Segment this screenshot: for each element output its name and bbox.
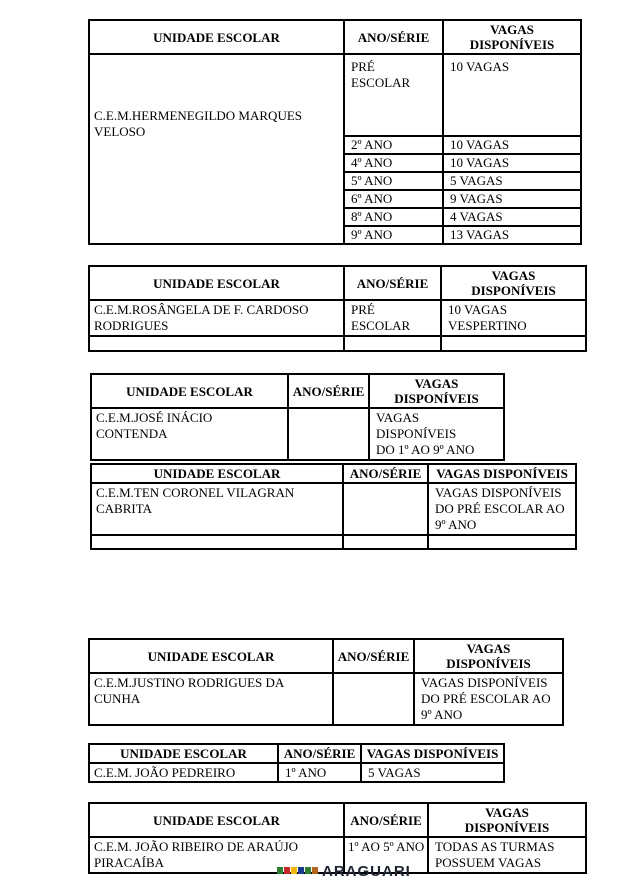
vagas-cell: 5 VAGAS	[361, 763, 504, 782]
table-row	[91, 483, 576, 535]
logo-color-square	[291, 867, 297, 874]
empty-cell	[91, 535, 343, 549]
vagas-cell: 10 VAGAS	[443, 54, 581, 136]
table-header-row	[89, 639, 563, 673]
table-header-row	[89, 744, 504, 763]
table-row	[89, 673, 563, 725]
header-cell-ano: ANO/SÉRIE	[333, 639, 414, 673]
logo-color-square	[298, 867, 304, 874]
table-header-row	[89, 803, 586, 837]
header-cell-unidade: UNIDADE ESCOLAR	[91, 374, 288, 408]
vagas-cell: 10 VAGAS	[443, 154, 581, 172]
vagas-cell: VAGAS DISPONÍVEIS DO PRÉ ESCOLAR AO 9º ANO	[414, 673, 563, 725]
header-cell-unidade: UNIDADE ESCOLAR	[91, 464, 343, 483]
school-name-cell: C.E.M.HERMENEGILDO MARQUES VELOSO	[89, 54, 344, 244]
vagas-cell: 4 VAGAS	[443, 208, 581, 226]
empty-cell	[343, 535, 428, 549]
ano-cell: PRÉ ESCOLAR	[344, 300, 441, 336]
vagas-cell: VAGAS DISPONÍVEIS DO 1º AO 9º ANO	[369, 408, 504, 460]
vagas-cell: 9 VAGAS	[443, 190, 581, 208]
table-header-row	[91, 374, 504, 408]
header-cell-ano: ANO/SÉRIE	[344, 20, 443, 54]
header-cell-ano: ANO/SÉRIE	[288, 374, 369, 408]
logo-color-square	[284, 867, 290, 874]
table-header-row	[89, 20, 581, 54]
header-cell-ano: ANO/SÉRIE	[344, 266, 441, 300]
logo-color-square	[305, 867, 311, 874]
header-cell-ano: ANO/SÉRIE	[278, 744, 361, 763]
ano-cell: 6º ANO	[344, 190, 443, 208]
header-cell-unidade: UNIDADE ESCOLAR	[89, 639, 333, 673]
city-logo	[277, 864, 411, 879]
vacancy-table-jose-inacio	[90, 373, 505, 461]
empty-cell	[89, 336, 344, 351]
table-row	[91, 408, 504, 460]
table-row	[89, 763, 504, 782]
table-row	[89, 300, 586, 336]
school-name-cell: C.E.M. JOÃO RIBEIRO DE ARAÚJO PIRACAÍBA	[89, 837, 344, 873]
header-cell-vagas: VAGAS DISPONÍVEIS	[441, 266, 586, 300]
empty-row	[91, 535, 576, 549]
empty-cell	[428, 535, 576, 549]
ano-cell: 1º AO 5º ANO	[344, 837, 428, 873]
vacancy-table-justino	[88, 638, 564, 726]
header-cell-vagas: VAGAS DISPONÍVEIS	[369, 374, 504, 408]
vagas-cell: 13 VAGAS	[443, 226, 581, 244]
header-cell-vagas: VAGAS DISPONÍVEIS	[443, 20, 581, 54]
header-cell-unidade: UNIDADE ESCOLAR	[89, 803, 344, 837]
header-cell-unidade: UNIDADE ESCOLAR	[89, 266, 344, 300]
ano-cell: 8º ANO	[344, 208, 443, 226]
table-row	[89, 54, 581, 136]
vacancy-table-hermenegildo	[88, 19, 582, 245]
ano-cell	[333, 673, 414, 725]
vacancy-table-joao-pedreiro	[88, 743, 505, 783]
school-name-cell: C.E.M.TEN CORONEL VILAGRAN CABRITA	[91, 483, 343, 535]
ano-cell: 1º ANO	[278, 763, 361, 782]
ano-cell: 2º ANO	[344, 136, 443, 154]
vagas-cell: 10 VAGAS	[443, 136, 581, 154]
school-name-cell: C.E.M.ROSÂNGELA DE F. CARDOSO RODRIGUES	[89, 300, 344, 336]
empty-row	[89, 336, 586, 351]
school-name-cell: C.E.M. JOÃO PEDREIRO	[89, 763, 278, 782]
vagas-cell: 5 VAGAS	[443, 172, 581, 190]
table-header-row	[89, 266, 586, 300]
ano-cell: 5º ANO	[344, 172, 443, 190]
vagas-cell: 10 VAGAS VESPERTINO	[441, 300, 586, 336]
school-name-cell: C.E.M.JOSÉ INÁCIO CONTENDA	[91, 408, 288, 460]
header-cell-ano: ANO/SÉRIE	[343, 464, 428, 483]
header-cell-vagas: VAGAS DISPONÍVEIS	[428, 803, 586, 837]
city-logo-squares	[277, 867, 318, 874]
city-logo-text: ARAGUARI	[322, 863, 411, 880]
vacancy-table-rosangela	[88, 265, 587, 352]
vagas-cell: TODAS AS TURMAS POSSUEM VAGAS	[428, 837, 586, 873]
header-cell-ano: ANO/SÉRIE	[344, 803, 428, 837]
header-cell-vagas: VAGAS DISPONÍVEIS	[414, 639, 563, 673]
school-name-cell: C.E.M.JUSTINO RODRIGUES DA CUNHA	[89, 673, 333, 725]
ano-cell: 9º ANO	[344, 226, 443, 244]
empty-cell	[441, 336, 586, 351]
vagas-cell: VAGAS DISPONÍVEIS DO PRÉ ESCOLAR AO 9º ANO	[428, 483, 576, 535]
ano-cell	[288, 408, 369, 460]
header-cell-unidade: UNIDADE ESCOLAR	[89, 20, 344, 54]
ano-cell	[343, 483, 428, 535]
empty-cell	[344, 336, 441, 351]
ano-cell: 4º ANO	[344, 154, 443, 172]
logo-color-square	[277, 867, 283, 874]
table-header-row	[91, 464, 576, 483]
header-cell-unidade: UNIDADE ESCOLAR	[89, 744, 278, 763]
header-cell-vagas: VAGAS DISPONÍVEIS	[428, 464, 576, 483]
logo-color-square	[312, 867, 318, 874]
header-cell-vagas: VAGAS DISPONÍVEIS	[361, 744, 504, 763]
ano-cell: PRÉ ESCOLAR	[344, 54, 443, 136]
vacancy-table-vilagran-cabrita	[90, 463, 577, 550]
